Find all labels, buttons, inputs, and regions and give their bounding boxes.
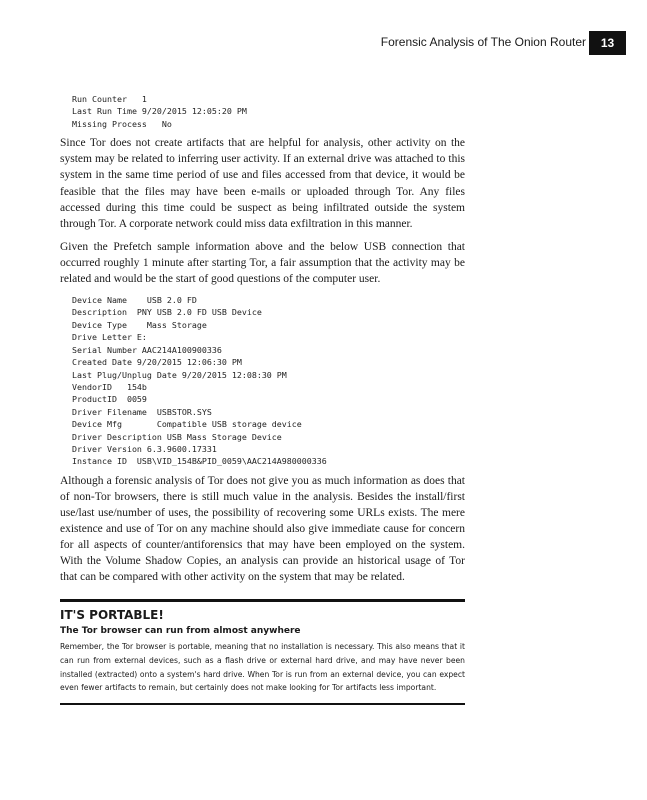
code-line: Drive Letter E: [72, 332, 147, 343]
code-line: Driver Filename USBSTOR.SYS [72, 406, 212, 417]
sidebar-box [60, 599, 465, 704]
code-line: Device Mfg Compatible USB storage device [72, 419, 302, 430]
code-line: Device Name USB 2.0 FD [72, 295, 197, 306]
code-line: Description PNY USB 2.0 FD USB Device [72, 307, 262, 318]
code-line: Driver Description USB Mass Storage Device [72, 431, 282, 442]
sidebar-title: IT'S PORTABLE! [60, 608, 164, 623]
page-number: 13 [589, 31, 626, 55]
code-line: ProductID 0059 [72, 394, 147, 405]
code-line: Driver Version 6.3.9600.17331 [72, 443, 217, 454]
body-paragraph: Although a forensic analysis of Tor does not give you as much information as does that of non-Tor browsers, there is still much value in the analysis. Besides the install/first use/last use/number of uses, the possibility of recovering some URLs exists. The mere existence and use of Tor on any machine should also give immediate cause for concern for all aspects of counter/antiforensics that may have been employed on the system. With the Volume Shadow Copies, an analysis can provide an historical usage of Tor that can be compared with other activity on the system that may be related. [60, 474, 465, 584]
page-content [60, 93, 465, 705]
code-line: Last Plug/Unplug Date 9/20/2015 12:08:30 PM [72, 369, 287, 380]
running-header-title: Forensic Analysis of The Onion Router [380, 35, 586, 49]
code-line: Run Counter 1 [72, 94, 147, 104]
prefetch-code-block [60, 93, 465, 130]
code-line: VendorID 154b [72, 381, 147, 392]
code-line: Serial Number AAC214A100900336 [72, 344, 222, 355]
body-paragraph: Since Tor does not create artifacts that are helpful for analysis, other activity on the system may be related to inferring user activity. If an external drive was attached to this system in the same time period of use and files accessed from that device, it would be feasible that the files may have been e-mails or uploaded through Tor. Any files accessed during this time could be suspect as being infiltrated outside the system through Tor. A corporate network could miss data exfiltration in this manner. [60, 137, 465, 230]
running-header [0, 31, 647, 55]
sidebar-body: Remember, the Tor browser is portable, meaning that no installation is necessary. This also means that it can run from external devices, such as a flash drive or external hard drive, and may have never been installed (extracted) onto a system's hard drive. When Tor is run from an external device, you can expect even fewer artifacts to remain, but certainly does not make looking for Tor artifacts less important. [60, 642, 465, 693]
sidebar-subtitle: The Tor browser can run from almost anywhere [60, 626, 301, 637]
code-line: Instance ID USB\VID_154B&PID_0059\AAC214A980000336 [72, 456, 327, 467]
code-line: Missing Process No [72, 118, 172, 129]
code-line: Created Date 9/20/2015 12:06:30 PM [72, 357, 242, 368]
usb-code-block [60, 294, 465, 468]
code-line: Device Type Mass Storage [72, 319, 207, 330]
body-paragraph: Given the Prefetch sample information above and the below USB connection that occurred roughly 1 minute after starting Tor, a fair assumption that the activity may be related and would be the start of good questions of the computer user. [60, 240, 465, 285]
code-line: Last Run Time 9/20/2015 12:05:20 PM [72, 106, 247, 117]
